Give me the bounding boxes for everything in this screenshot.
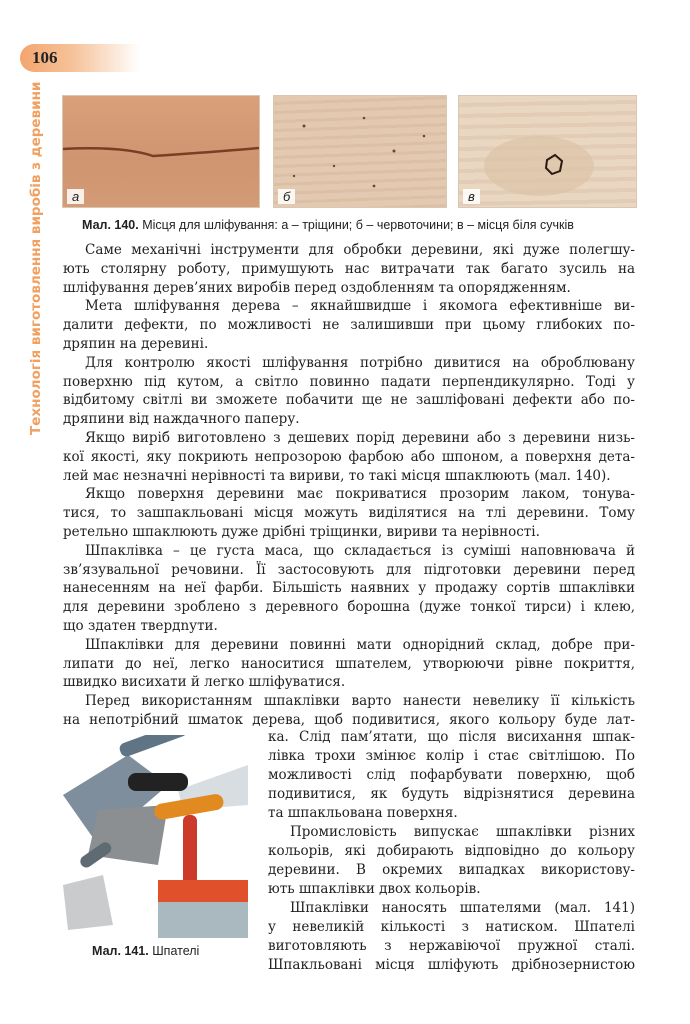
text-line: Мета шліфування дерева – якнайшвидше і якомога ефективніше ви- xyxy=(85,298,635,315)
text-line: відбитому світлі ви зможете побачити ще не зашліфовані дефекти або по- xyxy=(63,392,635,409)
text-line: у невеликій кількості з натиском. Шпателі xyxy=(268,919,635,935)
text-line: Перед використанням шпаклівки варто нанести невелику її кількість xyxy=(85,693,635,710)
text-line: Для контролю якості шліфування потрібно дивитися на оброблювану xyxy=(85,354,635,371)
text-line: шліфування дерев’яних виробів перед оздобленням та опорядженням. xyxy=(63,279,571,296)
photo-label: в xyxy=(463,189,480,204)
text-line: Шпаклівка – це густа маса, що складається із суміші наповнювача й xyxy=(85,542,635,559)
text-line: ють шпаклівки двох кольорів. xyxy=(268,881,481,897)
text-line: швидко висихати й легко шліфуватися. xyxy=(63,674,346,691)
caption-number: Мал. 141. xyxy=(92,944,149,958)
caption-text: Шпателі xyxy=(152,944,200,958)
text-line: лівка трохи змінює колір і стає світлішою. По xyxy=(268,748,635,764)
text-line: що здатен твердnути. xyxy=(63,617,218,634)
figure-141-caption xyxy=(92,944,199,958)
text-line: можливості слід пофарбувати поверхню, щоб xyxy=(268,767,635,783)
text-line: на непотрібний шматок дерева, щоб подивитися, якого кольору буде лат- xyxy=(63,711,635,728)
photo-label: а xyxy=(67,189,84,204)
photo-wormholes xyxy=(273,95,447,208)
chapter-side-title: Технологія виготовлення виробів з деревини xyxy=(28,81,44,435)
text-line: ють столярну роботу, примушують нас витрачати так багато зусиль на xyxy=(63,260,635,277)
text-line: липати до неї, легко наноситися шпателем, утворюючи рівне покриття, xyxy=(63,655,635,672)
main-text xyxy=(63,241,635,730)
text-line: Промисловість випускає шпаклівки різних xyxy=(290,824,635,840)
text-line: кої якості, яку покриють непрозорою фарбою або шпоном, а поверхня дета- xyxy=(63,448,635,465)
page-number-badge xyxy=(20,44,140,72)
spatulas-illustration xyxy=(58,735,263,940)
text-line: дряпини від наждачного паперу. xyxy=(63,411,300,428)
text-line: Шпаклівки для деревини повинні мати однорідний склад, добре при- xyxy=(85,636,635,653)
side-text xyxy=(268,728,635,975)
text-line: ретельно шпаклюють дуже дрібні тріщинки, вириви та нерівності. xyxy=(63,523,540,540)
text-line: подивитися, як будуть відрізнятися деревина xyxy=(268,786,635,802)
text-line: лей має незначні нерівності та вириви, то такі місця шпаклюють (мал. 140). xyxy=(63,467,611,484)
figure-140-caption xyxy=(82,218,574,232)
text-line: та шпакльована поверхня. xyxy=(268,805,458,821)
caption-number: Мал. 140. xyxy=(82,218,139,232)
text-line: далити дефекти, по можливості не залишивши при цьому глибоких по- xyxy=(63,317,635,334)
text-line: поверхню під кутом, а світло повинно падати перпендикулярно. Тоді у xyxy=(63,373,635,390)
text-line: Саме механічні інструменти для обробки деревини, які дуже полегшу- xyxy=(85,242,635,258)
text-line: для деревини зроблено з деревного борошна (дуже тонкої тирси) і клею, xyxy=(63,599,635,616)
text-line: Шпаклівки наносять шпателями (мал. 141) xyxy=(290,900,635,916)
text-line: дряпин на деревині. xyxy=(63,335,209,352)
text-line: деревини. В окремих випадках використову- xyxy=(268,862,635,878)
page-number: 106 xyxy=(32,48,58,67)
text-line: Якщо виріб виготовлено з дешевих порід деревини або з деревини низь- xyxy=(85,429,635,446)
text-line: тися, то зашпакльовані місця можуть виділятися на тлі деревини. Тому xyxy=(63,505,635,522)
text-line: нанесенням на неї фарби. Більшість наявних у продажу сортів шпаклівки xyxy=(63,580,635,597)
photo-crack xyxy=(62,95,260,208)
photo-label: б xyxy=(278,189,295,204)
text-line: Шпакльовані місця шліфують дрібнозернистою xyxy=(268,957,635,973)
text-line: ка. Слід пам’ятати, що після висихання шпак- xyxy=(268,729,635,745)
text-line: кольорів, які добирають відповідно до кольору xyxy=(268,843,635,859)
text-line: зв’язувальної речовини. Її застосовують для підготовки деревини перед xyxy=(63,561,635,578)
text-line: Якщо поверхня деревини має покриватися прозорим лаком, тонува- xyxy=(85,486,635,503)
text-line: виготовляють з нержавіючої пружної сталі. xyxy=(268,938,635,954)
photo-knot xyxy=(458,95,637,208)
caption-text: Місця для шліфування: а – тріщини; б – червоточини; в – місця біля сучків xyxy=(142,218,574,232)
